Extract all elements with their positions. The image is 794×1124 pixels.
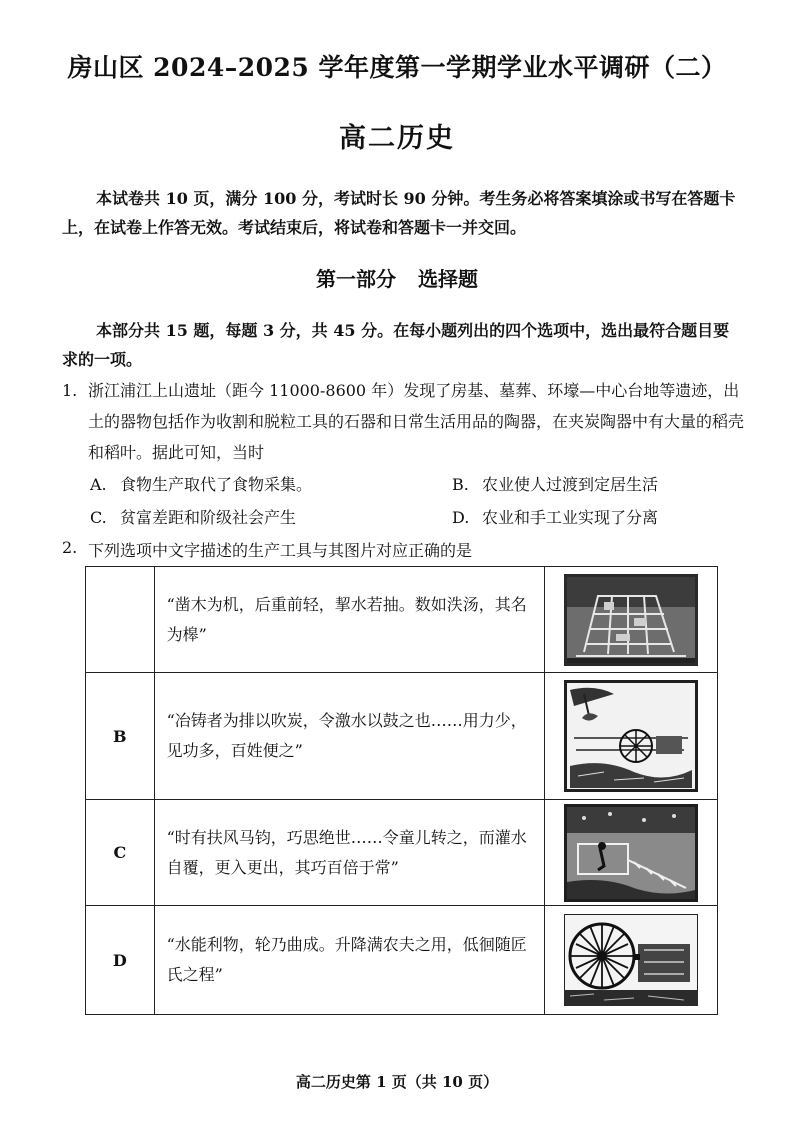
option-label: A. [90,475,107,494]
row-label[interactable]: C [86,800,155,906]
option-a[interactable] [90,472,312,495]
option-text: 农业和手工业实现了分离 [482,508,659,527]
question-2 [62,538,744,561]
picture-water-bellows [564,680,698,792]
question-stem: 下列选项中文字描述的生产工具与其图片对应正确的是 [88,541,473,560]
section-heading [0,263,794,292]
question-1 [62,375,744,468]
option-d[interactable] [452,505,658,528]
exam-title: 房山区 2024–2025 学年度第一学期学业水平调研（二） [67,53,727,82]
exam-notice: 本试卷共 10 页，满分 100 分，考试时长 90 分钟。考生务必将答案填涂或书写在答题卡上，在试卷上作答无效。考试结束后，将试卷和答题卡一并交回。 [62,189,736,237]
option-c[interactable] [90,505,296,528]
row-text: “水能利物，轮乃曲成。升降满农夫之用，低徊随匠氏之程” [154,906,545,1015]
table-row [86,673,718,800]
question-number: 1. [62,381,78,400]
row-text: “凿木为机，后重前轻，挈水若抽。数如泆汤，其名为槔” [154,567,545,673]
row-text: “冶铸者为排以吹炭，令激水以鼓之也……用力少，见功多，百姓便之” [154,673,545,800]
table-row [86,567,718,673]
question-stem: 浙江浦江上山遗址（距今 11000-8600 年）发现了房基、墓葬、环壕—中心台地等遗迹，出土的器物包括作为收割和脱粒工具的石器和日常生活用品的陶器，在夹炭陶器中有大量的稻壳和稻叶。据此可知，当时 [88,381,745,462]
section-name: 选择题 [418,267,478,291]
table-row [86,800,718,906]
row-label[interactable]: D [86,906,155,1015]
page-footer: 高二历史第 1 页（共 10 页） [295,1073,499,1091]
option-text: 贫富差距和阶级社会产生 [120,508,297,527]
question-2-table [85,566,718,1015]
question-number: 2. [62,538,78,557]
table-row [86,906,718,1015]
option-text: 农业使人过渡到定居生活 [482,475,659,494]
option-label: D. [452,508,470,527]
section-instructions: 本部分共 15 题，每题 3 分，共 45 分。在每小题列出的四个选项中，选出最符合题目要求的一项。 [62,321,730,369]
row-text: “时有扶风马钧，巧思绝世……令童儿转之，而灌水自覆，更入更出，其巧百倍于常” [154,800,545,906]
option-b[interactable] [452,472,658,495]
row-label[interactable]: B [86,673,155,800]
option-text: 食物生产取代了食物采集。 [120,475,313,494]
option-label: C. [90,508,107,527]
picture-loom [564,574,698,666]
picture-water-wheel [564,914,698,1006]
picture-chain-pump [564,804,698,902]
row-label[interactable] [86,567,155,673]
section-part: 第一部分 [316,267,396,291]
option-label: B. [452,475,469,494]
subject-title: 高二历史 [339,123,455,154]
